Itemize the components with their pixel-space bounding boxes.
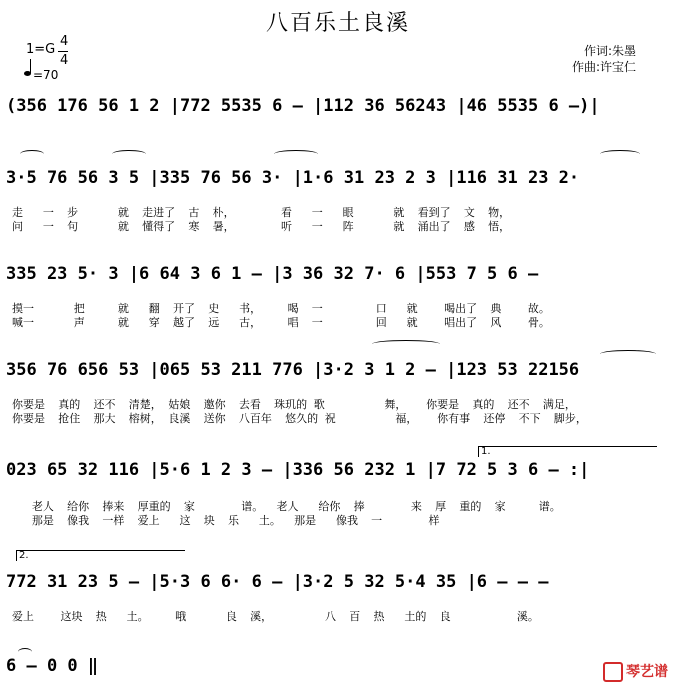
volta-second-ending: 2.: [16, 550, 185, 561]
score-system-2: [0, 168, 676, 200]
note-line: 6 – 0 0 ‖: [6, 656, 99, 676]
note-line: 3·5 76 56 3 5 |335 76 56 3· |1·6 31 23 2 3 |116 31 23 2·: [6, 168, 580, 188]
lyric-verse-1: 爱上 这块 热 土。 哦 良 溪， 八 百 热 土的 良 溪。: [12, 610, 539, 623]
score-system-5: [0, 460, 676, 492]
quarter-note-stem: [30, 59, 31, 73]
slur: [18, 648, 32, 656]
score-system-4: [0, 360, 676, 392]
tempo-marking: =70: [33, 68, 59, 82]
lyric-verse-1: 你要是 真的 还不 清楚， 姑娘 邀你 去看 珠玑的 歌 舞， 你要是 真的 还不 满足，: [12, 398, 576, 411]
score-system-7: [0, 656, 676, 688]
lyric-verse-1: 老人 给你 捧来 厚重的 家 谱。 老人 给你 捧 来 厚 重的 家 谱。: [12, 500, 561, 513]
time-signature-top: 4: [60, 34, 69, 49]
key-signature: 1=G: [26, 42, 56, 57]
note-line: (356 176 56 1 2 |772 5535 6 – |112 36 56243 |46 5535 6 –)|: [6, 96, 600, 116]
credit-composer: 作曲:许宝仁: [571, 60, 636, 74]
note-line: 772 31 23 5 – |5·3 6 6· 6 – |3·2 5 32 5·4 35 |6 – – –: [6, 572, 549, 592]
slur: [112, 150, 146, 158]
note-line: 335 23 5· 3 |6 64 3 6 1 – |3 36 32 7· 6 |553 7 5 6 –: [6, 264, 539, 284]
score-system-6: [0, 572, 676, 604]
lyric-verse-1: 走 一 步 就 走进了 古 朴， 看 一 眼 就 看到了 文 物，: [12, 206, 511, 219]
note-line: 356 76 656 53 |065 53 211 776 |3·2 3 1 2 – |123 53 22156: [6, 360, 580, 380]
lyric-verse-2: 你要是 抢住 那大 榕树， 良溪 送你 八百年 悠久的 祝 福， 你有事 还停 不下 脚步，: [12, 412, 587, 425]
score-system-3: [0, 264, 676, 296]
lyric-verse-2: 问 一 句 就 懂得了 寒 暑， 听 一 阵 就 涌出了 感 悟，: [12, 220, 511, 233]
slur: [372, 340, 440, 348]
lyric-verse-2: 那是 像我 一样 爱上 这 块 乐 土。 那是 像我 一 样: [12, 514, 440, 527]
volta-first-ending: 1.: [478, 446, 657, 457]
note-line: 023 65 32 116 |5·6 1 2 3 – |336 56 232 1 |7 72 5 3 6 – :|: [6, 460, 590, 480]
page-title: 八百乐土良溪: [265, 11, 410, 36]
slur: [600, 150, 640, 158]
slur: [20, 150, 44, 158]
slur: [600, 350, 656, 358]
slur: [274, 150, 318, 158]
logo-text: 琴艺谱: [626, 664, 668, 680]
time-signature-bottom: 4: [60, 53, 69, 68]
logo-icon: [603, 662, 623, 682]
credit-lyricist: 作词:朱墨: [583, 44, 636, 58]
lyric-verse-2: 喊一 声 就 穿 越了 远 古， 唱 一 回 就 唱出了 风 骨。: [12, 316, 550, 329]
time-signature-line: [58, 51, 68, 52]
site-logo: [603, 661, 668, 682]
score-system-1: [0, 96, 676, 128]
lyric-verse-1: 摸一 把 就 翻 开了 史 书， 喝 一 口 就 喝出了 典 故。: [12, 302, 550, 315]
